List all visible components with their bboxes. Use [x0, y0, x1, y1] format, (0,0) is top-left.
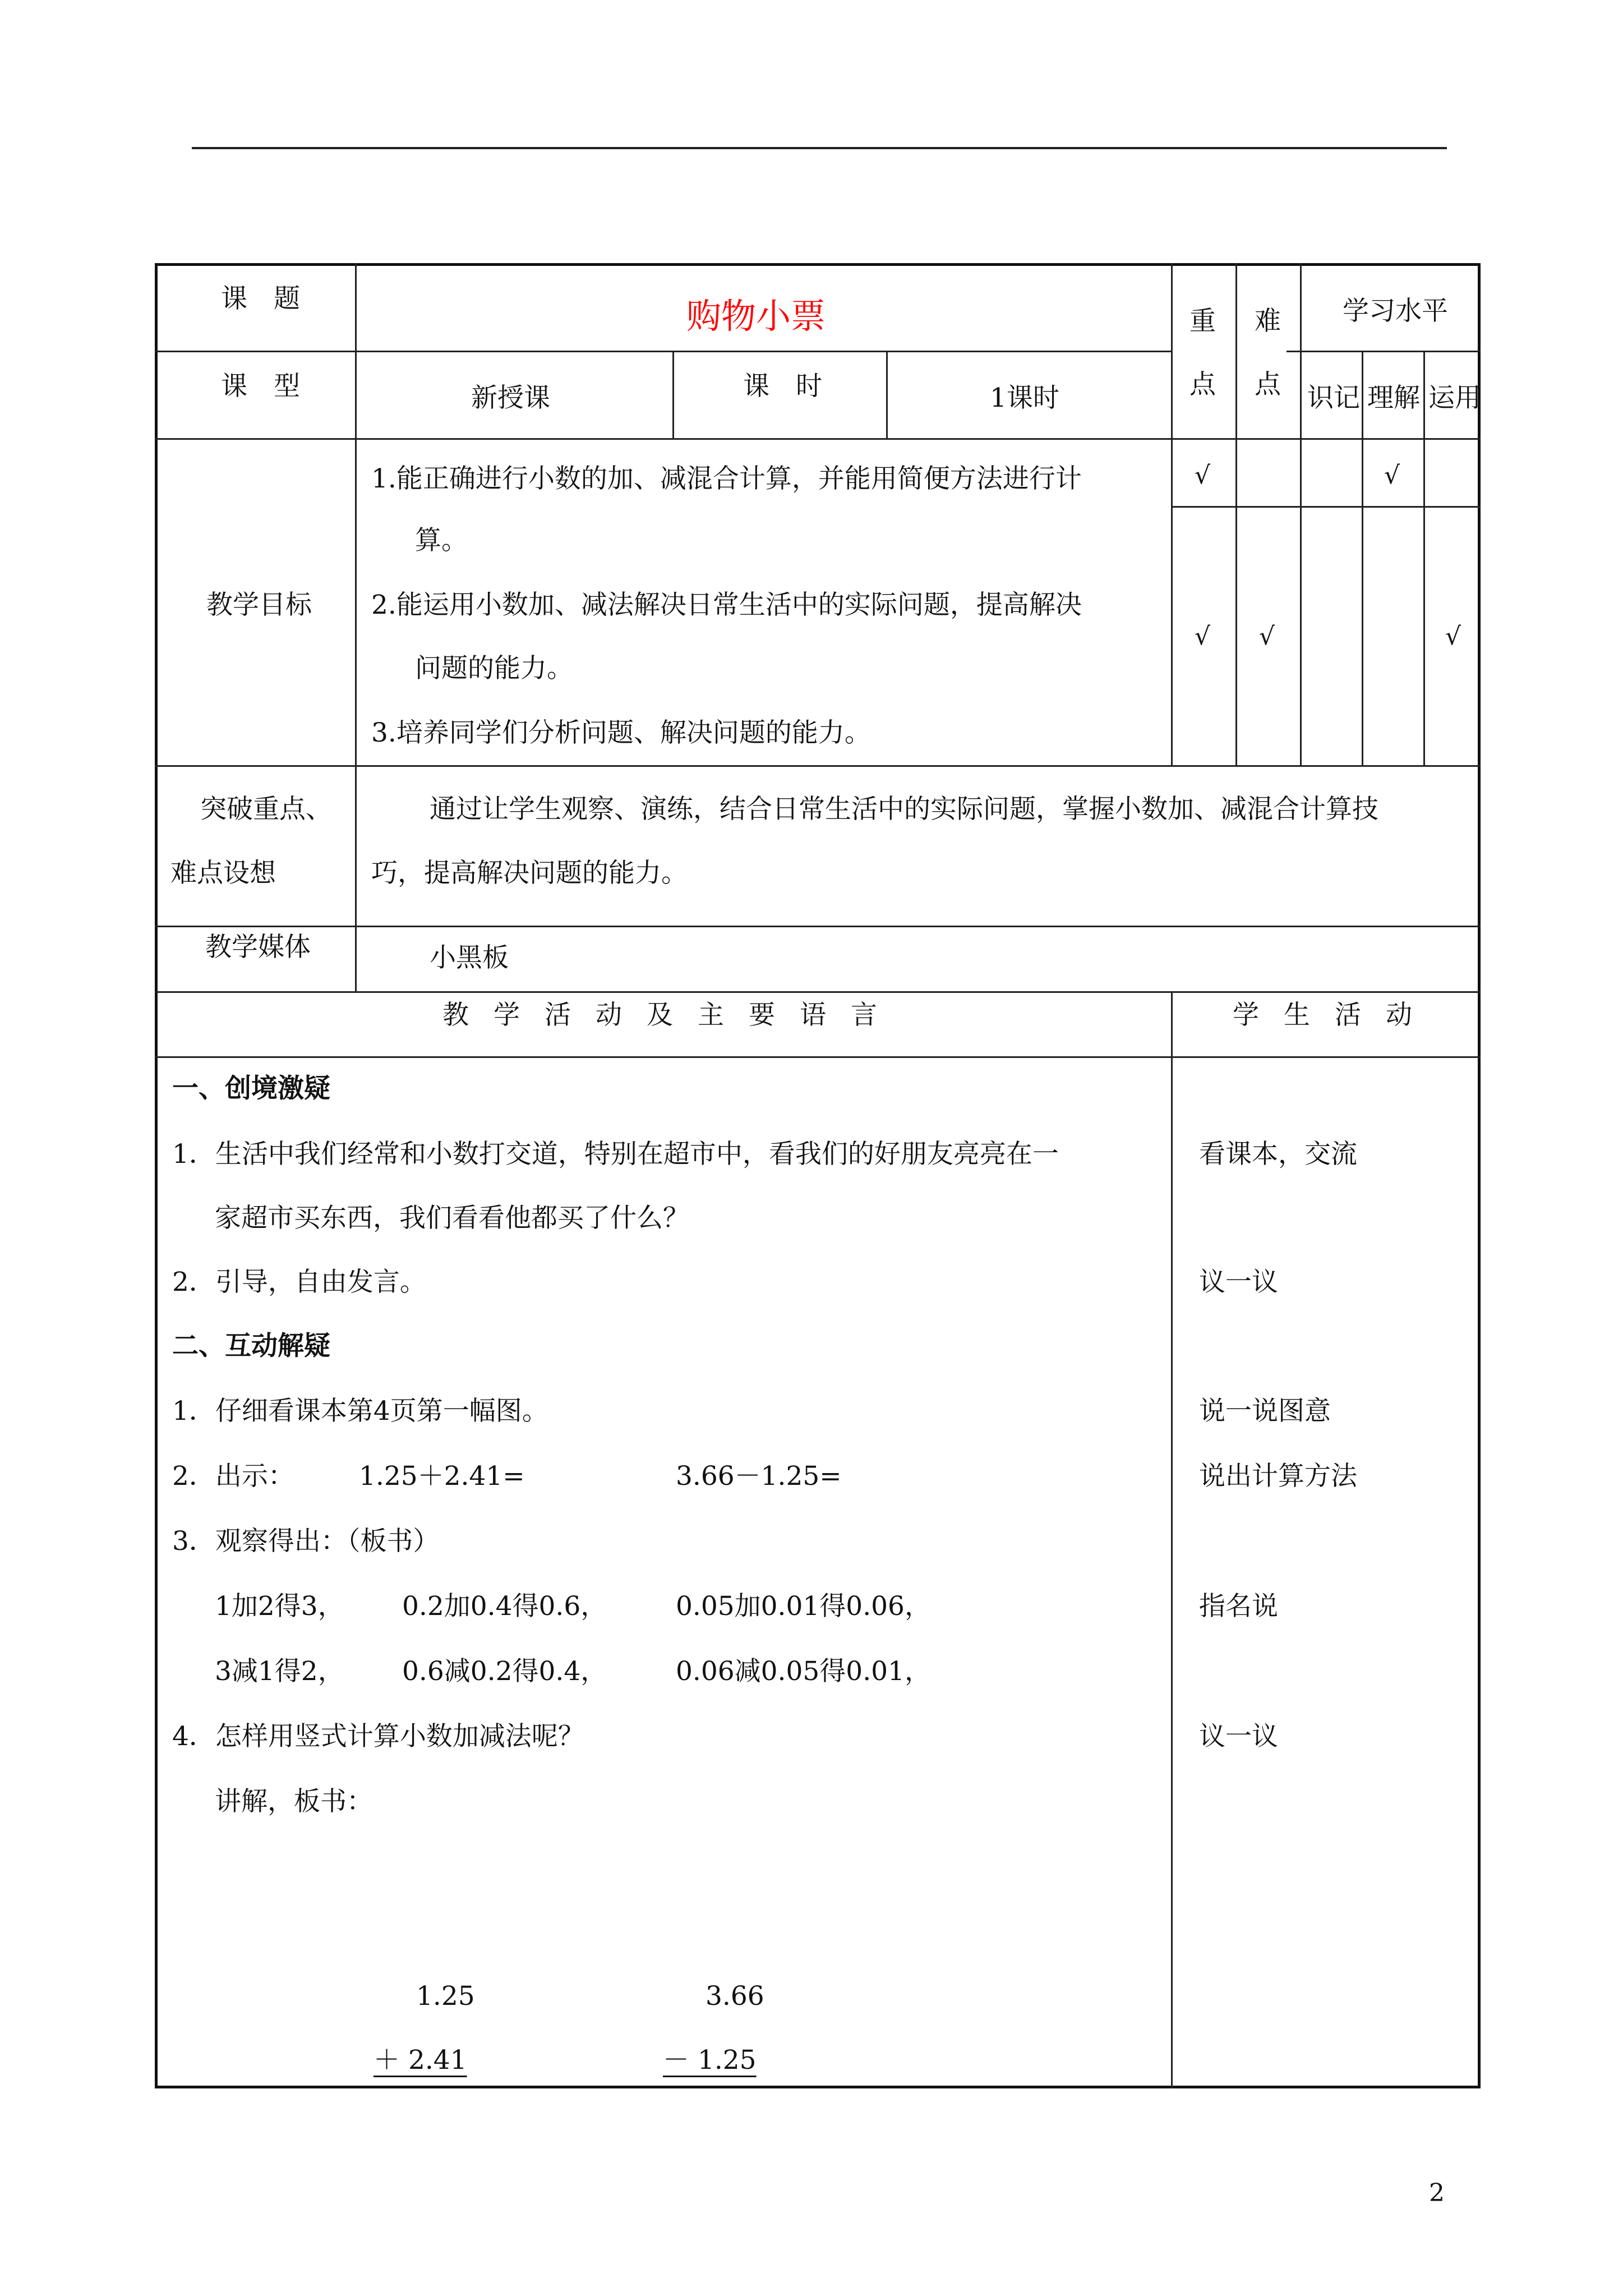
breakthrough-text-line2: 巧，提高解决问题的能力。	[371, 858, 688, 889]
type-label: 课 型	[221, 371, 300, 402]
difficulty-label: 难	[1255, 306, 1281, 337]
objective-2-line1: 2.能运用小数加、减法解决日常生活中的实际问题，提高解决	[371, 590, 1082, 620]
row-divider	[155, 765, 1481, 767]
col-divider	[886, 351, 888, 438]
s2-item-2-expr-2: 3.66－1.25=	[676, 1461, 842, 1492]
s1-item-1-line1: 1．生活中我们经常和小数打交道，特别在超市中，看我们的好朋友亮亮在一	[172, 1139, 1059, 1170]
breakthrough-label-line1: 突破重点、	[200, 794, 332, 825]
media-value: 小黑板	[430, 942, 509, 973]
hours-value: 1课时	[990, 383, 1059, 413]
row-divider	[155, 438, 1481, 440]
row-divider	[155, 991, 1481, 993]
type-value: 新授课	[471, 383, 550, 413]
vertical-add-top: 1.25	[416, 1981, 475, 2012]
apply-label: 运用	[1428, 383, 1481, 413]
row-divider	[155, 926, 1481, 927]
student-activity-6: 议一议	[1199, 1721, 1278, 1752]
difficulty-label-2: 点	[1255, 369, 1281, 400]
row-divider	[155, 1056, 1481, 1058]
breakthrough-text-line1: 通过让学生观察、演练，结合日常生活中的实际问题，掌握小数加、减混合计算技	[430, 794, 1378, 825]
understand-label: 理解	[1367, 383, 1420, 413]
s2-add-row-3: 0.05加0.01得0.06，	[676, 1591, 931, 1622]
s2-explain: 讲解，板书：	[215, 1786, 373, 1817]
student-activity-3: 说一说图意	[1199, 1396, 1331, 1427]
check-mark: √	[1384, 461, 1400, 490]
student-activity-2: 议一议	[1199, 1267, 1278, 1297]
check-mark: √	[1259, 622, 1275, 651]
s2-item-1: 1．仔细看课本第4页第一幅图。	[172, 1396, 548, 1427]
recall-label: 识记	[1307, 383, 1360, 413]
row-divider	[155, 351, 1171, 352]
s2-sub-row-3: 0.06减0.05得0.01，	[676, 1656, 931, 1687]
col-divider	[1171, 991, 1173, 2088]
hours-label: 课 时	[743, 371, 822, 402]
col-divider	[1235, 263, 1237, 765]
teaching-activities-header: 教学活动及主要语言	[442, 1000, 902, 1030]
media-label: 教学媒体	[205, 932, 311, 963]
row-divider	[1287, 351, 1481, 352]
vertical-sub-bottom: － 1.25	[663, 2045, 757, 2076]
key-point-label-2: 点	[1189, 369, 1216, 400]
vertical-add-bottom: ＋ 2.41	[374, 2045, 467, 2076]
breakthrough-label-line2: 难点设想	[170, 858, 276, 889]
vertical-sub-top: 3.66	[706, 1981, 764, 2012]
s2-item-4: 4．怎样用竖式计算小数加减法呢？	[172, 1721, 584, 1752]
check-mark: √	[1445, 622, 1461, 651]
section-2-title: 二、互动解疑	[172, 1331, 330, 1361]
check-mark: √	[1195, 461, 1211, 490]
student-activity-1: 看课本，交流	[1199, 1139, 1357, 1170]
objective-1-line2: 算。	[415, 525, 468, 556]
s2-item-2-expr-1: 1.25＋2.41=	[359, 1461, 525, 1492]
objectives-label: 教学目标	[206, 590, 312, 620]
student-activity-4: 说出计算方法	[1199, 1461, 1357, 1492]
s2-add-row-2: 0.2加0.4得0.6，	[402, 1591, 607, 1622]
key-point-label: 重	[1189, 306, 1216, 337]
s2-item-2-label: 2．出示：	[172, 1461, 294, 1492]
objective-2-line2: 问题的能力。	[415, 653, 573, 684]
objective-1-line1: 1.能正确进行小数的加、减混合计算，并能用简便方法进行计	[371, 463, 1082, 494]
s2-add-row-1: 1加2得3，	[215, 1591, 344, 1622]
col-divider	[1362, 351, 1363, 765]
row-divider	[1171, 506, 1481, 508]
col-divider	[1300, 263, 1302, 765]
topic-label: 课 题	[221, 283, 300, 314]
s1-item-2: 2．引导，自由发言。	[172, 1267, 426, 1297]
col-divider	[672, 351, 674, 438]
check-mark: √	[1195, 622, 1211, 651]
s2-sub-row-2: 0.6减0.2得0.4，	[402, 1656, 607, 1687]
s2-sub-row-1: 3减1得2，	[215, 1656, 344, 1687]
student-activities-header: 学生活动	[1233, 1000, 1437, 1030]
student-activity-5: 指名说	[1199, 1591, 1278, 1622]
header-rule	[192, 147, 1447, 149]
learning-level-label: 学习水平	[1343, 296, 1448, 326]
objective-3: 3.培养同学们分析问题、解决问题的能力。	[371, 717, 871, 748]
s2-item-3: 3．观察得出：（板书）	[172, 1526, 440, 1557]
section-1-title: 一、创境激疑	[172, 1073, 330, 1104]
col-divider	[1423, 351, 1425, 765]
lesson-title: 购物小票	[686, 296, 826, 337]
s1-item-1-line2: 家超市买东西，我们看看他都买了什么？	[215, 1203, 689, 1234]
col-divider	[355, 263, 357, 991]
col-divider	[1171, 263, 1173, 765]
page-number: 2	[1429, 2179, 1445, 2207]
